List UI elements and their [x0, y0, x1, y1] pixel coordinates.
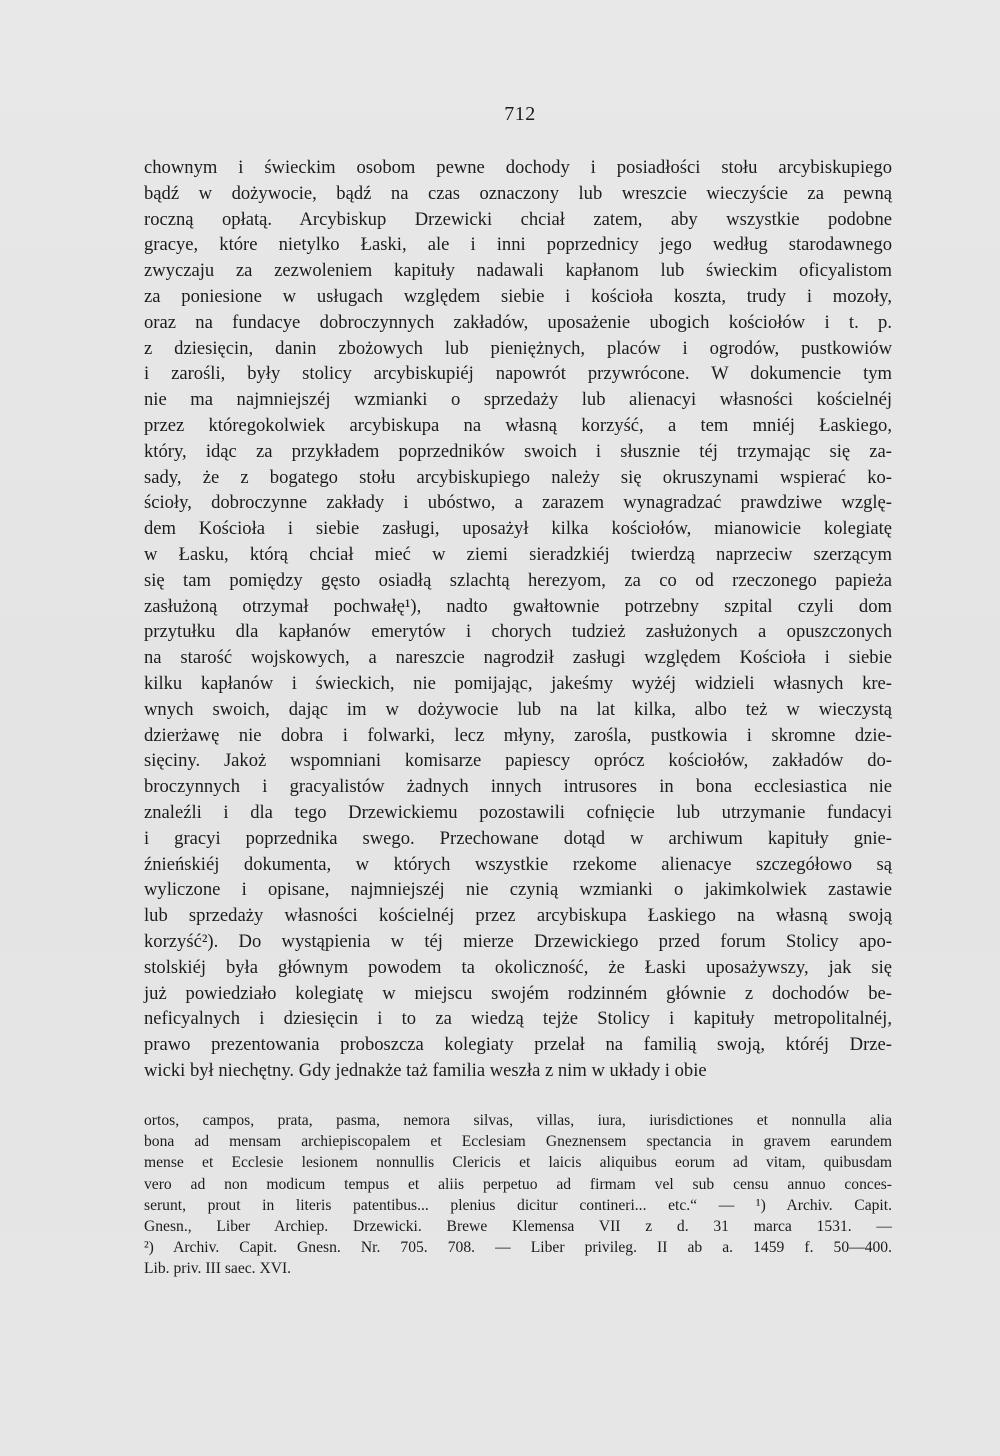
text-line: kilku kapłanów i świeckich, nie pomijając, jakeśmy wyżéj widzieli własnych kre-: [144, 672, 892, 694]
page-number: 712: [504, 103, 536, 125]
text-line: neficyalnych i dziesięcin i to za wiedzą tejże Stolicy i kapituły metropolitalnéj,: [144, 1008, 892, 1030]
text-line: bądź w dożywocie, bądź na czas oznaczony lub wreszcie wieczyście za pewną: [144, 182, 892, 204]
text-line: przez któregokolwiek arcybiskupa na własną korzyść, a tem mniéj Łaskiego,: [144, 414, 892, 436]
text-line: gracye, które nietylko Łaski, ale i inni poprzednicy jego według starodawnego: [144, 234, 892, 256]
text-line: stolskiéj była głównym powodem ta okoliczność, że Łaski uposażywszy, jak się: [144, 956, 892, 978]
text-line: oraz na fundacye dobroczynnych zakładów, uposażenie ubogich kościołów i t. p.: [144, 311, 892, 333]
text-line: już powiedziało kolegiatę w miejscu swojém rodzinném głównie z dochodów be-: [144, 982, 892, 1004]
text-line: wyliczone i opisane, najmniejszéj nie czynią wzmianki o jakimkolwiek zastawie: [144, 879, 892, 901]
text-line: prawo prezentowania proboszcza kolegiaty przelał na familią swoją, któréj Drze-: [144, 1034, 892, 1056]
footnote-line: serunt, prout in literis patentibus... plenius dicitur contineri... etc.“ — ¹) Archiv. Capit.: [144, 1196, 892, 1214]
text-line: lub sprzedaży własności kościelnéj przez arcybiskupa Łaskiego na własną swoją: [144, 905, 892, 927]
footnote-line: ²) Archiv. Capit. Gnesn. Nr. 705. 708. — Liber privileg. II ab a. 1459 f. 50—400.: [144, 1239, 892, 1257]
footnote-line: mense et Ecclesie lesionem nonnullis Clericis et laicis aliquibus eorum ad vitam, quibusdam: [144, 1154, 892, 1172]
text-line: w Łasku, którą chciał mieć w ziemi sieradzkiéj twierdzą naprzeciw szerzącym: [144, 543, 892, 565]
text-line: dzierżawę nie dobra i folwarki, lecz młyny, zarośla, pustkowia i skromne dzie-: [144, 724, 892, 746]
footnote-line: Lib. priv. III saec. XVI.: [144, 1260, 292, 1278]
text-line: który, idąc za przykładem poprzedników swoich i słusznie téj trzymając się za-: [144, 440, 892, 462]
text-line: za poniesione w usługach względem siebie i kościoła koszta, trudy i mozoły,: [144, 285, 892, 307]
text-line: dem Kościoła i siebie zasługi, uposażył kilka kościołów, mianowicie kolegiatę: [144, 518, 892, 540]
text-line: przytułku dla kapłanów emerytów i chorych tudzież zasłużonych a opuszczonych: [144, 621, 892, 643]
text-line: znaleźli i dla tego Drzewickiemu pozostawili cofnięcie lub utrzymanie fundacyi: [144, 801, 892, 823]
text-line: ścioły, dobroczynne zakłady i ubóstwo, a zarazem wynagradzać prawdziwe wzglę-: [144, 492, 892, 514]
footnotes: [144, 1110, 892, 1280]
text-line: broczynnych i gracyalistów żadnych innych intrusores in bona ecclesiastica nie: [144, 776, 892, 798]
text-line: zasłużoną otrzymał pochwałę¹), nadto gwałtownie potrzebny szpital czyli dom: [144, 595, 892, 617]
text-line: źnieńskiéj dokumenta, w których wszystkie rzekome alienacye szczegółowo są: [144, 853, 892, 875]
text-line: i zarośli, były stolicy arcybiskupiéj napowrót przywrócone. W dokumencie tym: [144, 363, 892, 385]
text-line: się tam pomiędzy gęsto osiadłą szlachtą herezyom, za co od rzeczonego papieża: [144, 569, 892, 591]
text-line: chownym i świeckim osobom pewne dochody i posiadłości stołu arcybiskupiego: [144, 157, 892, 178]
text-line: zwyczaju za zezwoleniem kapituły nadawali kapłanom lub świeckim oficyalistom: [144, 260, 892, 282]
text-line: i gracyi poprzednika swego. Przechowane dotąd w archiwum kapituły gnie-: [144, 827, 892, 849]
text-line: na starość wojskowych, a nareszcie nagrodził zasługi względem Kościoła i siebie: [144, 647, 892, 669]
text-line: korzyść²). Do wystąpienia w téj mierze Drzewickiego przed forum Stolicy apo-: [144, 930, 892, 952]
text-line: sady, że z bogatego stołu arcybiskupiego należy się okruszynami wspierać ko-: [144, 466, 892, 488]
footnote-line: vero ad non modicum tempus et aliis perpetuo ad firmam vel sub censu annuo conces-: [144, 1175, 892, 1193]
text-line: sięciny. Jakoż wspomniani komisarze papiescy oprócz kościołów, zakładów do-: [144, 750, 892, 772]
text-line: wnych swoich, dając im w dożywocie lub na lat kilka, albo też w wieczystą: [144, 698, 892, 720]
main-text-body: [144, 155, 892, 1084]
text-line: z dziesięcin, danin zbożowych lub pieniężnych, placów i ogrodów, pustkowiów: [144, 337, 892, 359]
text-line: roczną opłatą. Arcybiskup Drzewicki chciał zatem, aby wszystkie podobne: [144, 208, 892, 230]
footnote-line: bona ad mensam archiepiscopalem et Ecclesiam Gneznensem spectancia in gravem earundem: [144, 1133, 892, 1151]
text-line: wicki był niechętny. Gdy jednakże taż familia weszła z nim w układy i obie: [144, 1059, 707, 1081]
text-line: nie ma najmniejszéj wzmianki o sprzedaży lub alienacyi własności kościelnéj: [144, 389, 892, 411]
footnote-line: Gnesn., Liber Archiep. Drzewicki. Brewe Klemensa VII z d. 31 marca 1531. —: [144, 1217, 892, 1235]
footnote-line: ortos, campos, prata, pasma, nemora silvas, villas, iura, iurisdictiones et nonnulla alia: [144, 1112, 892, 1129]
